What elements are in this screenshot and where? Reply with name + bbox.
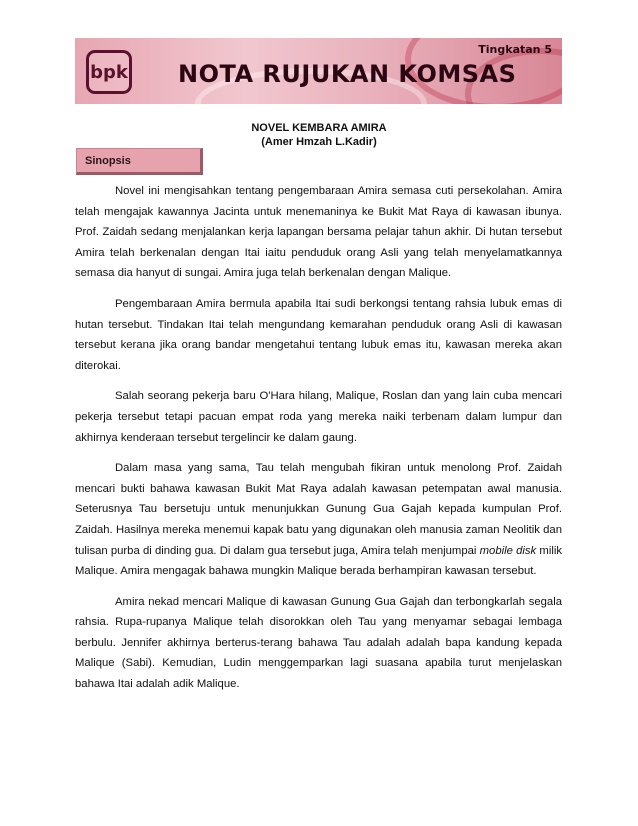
paragraph-text: Salah seorang pekerja baru O'Hara hilang, Malique, Roslan dan yang lain cuba mencari pekerja tersebut tetapi pacuan empat roda yang mereka naiki terbenam dalam lumpur dan akhirnya kenderaan tersebut tergelincir ke dalam gaung.: [75, 390, 562, 444]
synopsis-paragraph: [75, 458, 562, 582]
header-banner: [75, 38, 562, 104]
bpk-logo: bpk: [86, 50, 132, 94]
banner-title: NOTA RUJUKAN KOMSAS: [178, 60, 517, 88]
paragraph-text: milik Malique. Amira mengagak bahawa mungkin Malique berada berhampiran kawasan tersebut.: [75, 544, 562, 578]
synopsis-paragraph: [75, 592, 562, 695]
paragraph-text: Novel ini mengisahkan tentang pengembaraan Amira semasa cuti persekolahan. Amira telah mengajak kawannya Jacinta untuk menemaninya ke Bukit Mat Raya di kawasan ibunya. Prof. Zaidah sedang menjalankan kerja lapangan bersama pelajar tahun akhir. Di hutan tersebut Amira telah berkenalan dengan Itai iaitu penduduk orang Asli yang telah menyelamatkannya semasa dia hanyut di sungai. Amira juga telah berkenalan dengan Malique.: [75, 185, 562, 280]
synopsis-body: [75, 181, 562, 695]
synopsis-paragraph: [75, 181, 562, 284]
section-label-box: [76, 148, 203, 175]
section-label: Sinopsis: [85, 154, 131, 167]
synopsis-paragraph: [75, 294, 562, 376]
paragraph-text: Pengembaraan Amira bermula apabila Itai sudi berkongsi tentang rahsia lubuk emas di hutan tersebut. Tindakan Itai telah mengundang kemarahan penduduk orang Asli di kawasan tersebut kerana jika orang bandar mengetahui tentang lubuk emas itu, kawasan mereka akan diterokai.: [75, 297, 562, 372]
novel-heading: [160, 121, 478, 149]
paragraph-text: Amira nekad mencari Malique di kawasan Gunung Gua Gajah dan terbongkarlah segala rahsia. Rupa-rupanya Malique telah disorokkan oleh Tau yang menyamar sebagai lembaga berbulu. Jennifer akhirnya berterus-terang bahawa Tau adalah adalah bapa kandung kepada Malique (Sabi). Kemudian, Ludin menggemparkan lagi suasana apabila turut menjelaskan bahawa Itai adalah adik Malique.: [75, 595, 562, 691]
novel-title: NOVEL KEMBARA AMIRA: [251, 122, 387, 134]
novel-author: (Amer Hmzah L.Kadir): [261, 136, 377, 148]
paragraph-italic-term: mobile disk: [479, 544, 537, 557]
paragraph-text: Dalam masa yang sama, Tau telah mengubah fikiran untuk menolong Prof. Zaidah mencari bukti bahawa kawasan Bukit Mat Raya adalah kawasan petempatan awal manusia. Seterusnya Tau bersetuju untuk menunjukkan Gunung Gua Gajah kepada kumpulan Prof. Zaidah. Hasilnya mereka menemui kapak batu yang digunakan oleh manusia zaman Neolitik dan tulisan purba di dinding gua. Di dalam gua tersebut juga, Amira telah menjumpai: [75, 462, 562, 557]
synopsis-paragraph: [75, 386, 562, 448]
level-tag: Tingkatan 5: [478, 43, 552, 56]
